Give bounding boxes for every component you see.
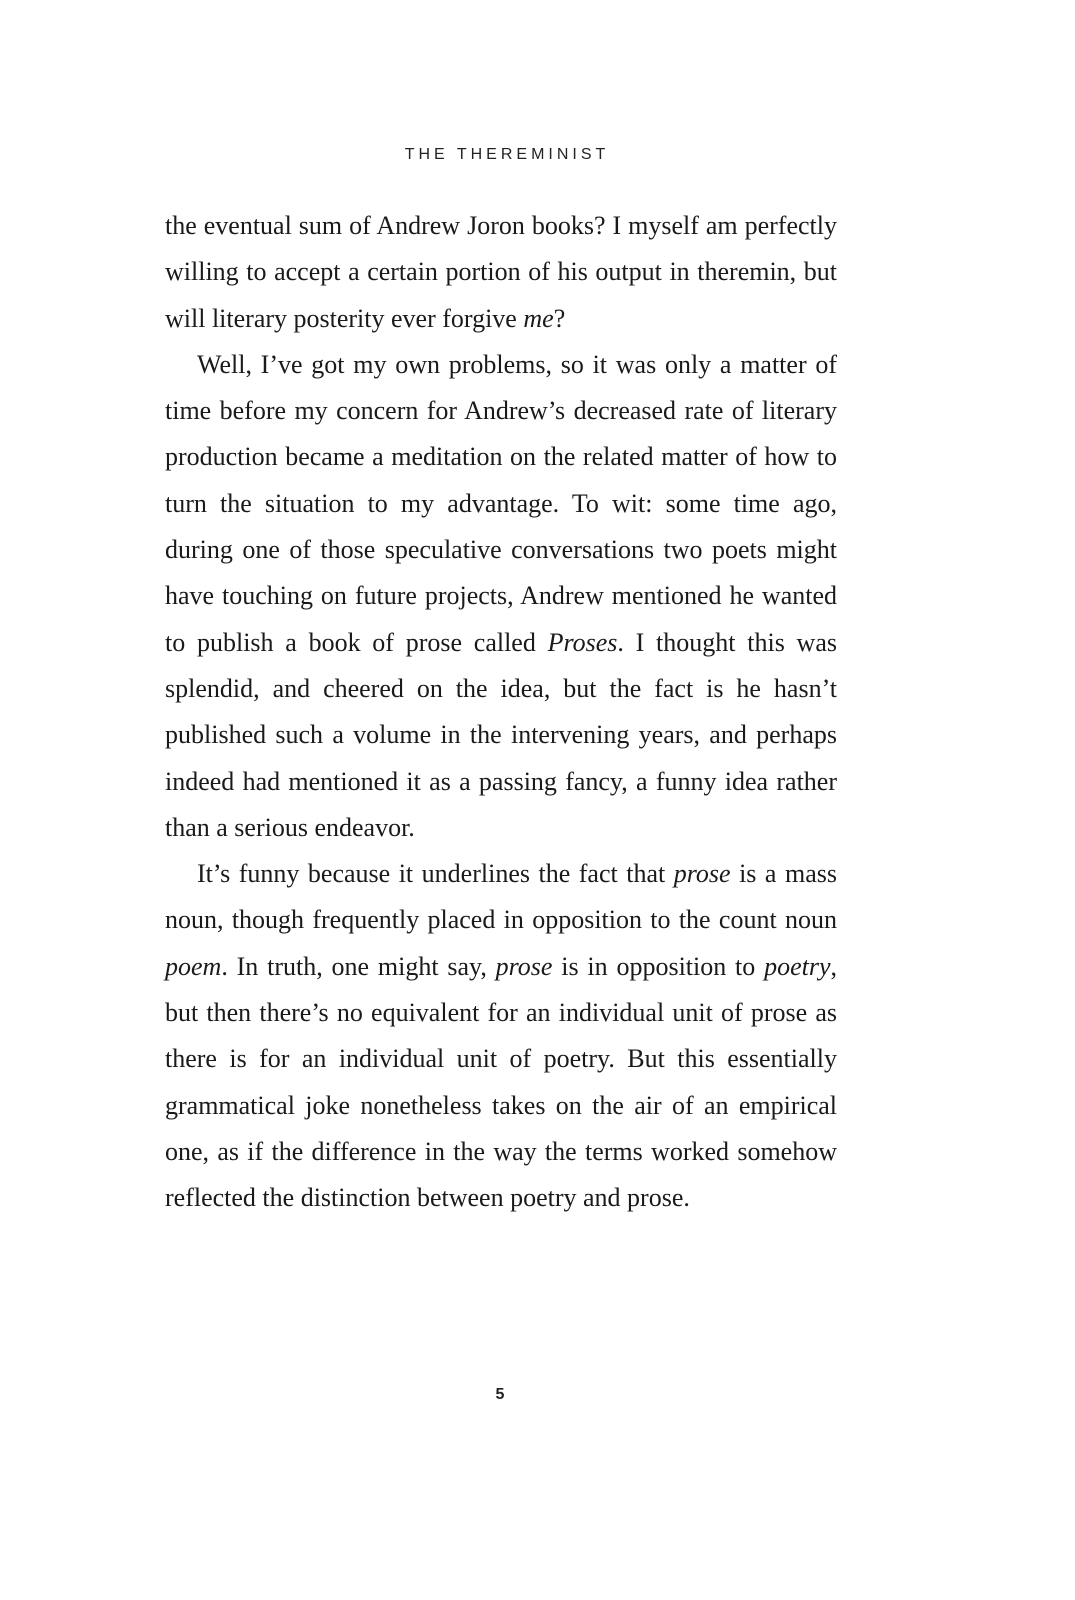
italic-segment: poetry [764, 951, 831, 981]
running-head: THE THEREMINIST [404, 146, 610, 163]
paragraph [165, 342, 837, 851]
italic-segment: poem [165, 951, 222, 981]
text-segment: Well, I’ve got my own problems, so it was only a matter of time before my concern for Andrew’s decreased rate of literary production became a meditation on the related matter of how to turn the situation to my advantage. To wit: some time ago, during one of those speculative conversations two poets might have touching on future projects, Andrew mentioned he wanted to publish a book of prose called [165, 349, 837, 657]
text-segment: . I thought this was splendid, and cheered on the idea, but the fact is he hasn’t published such a volume in the intervening years, and perhaps indeed had mentioned it as a passing fancy, a funny idea rather than a serious endeavor. [165, 627, 837, 842]
text-segment: . In truth, one might say, [221, 951, 496, 981]
italic-segment: prose [673, 859, 731, 889]
paragraph [165, 851, 837, 1221]
italic-segment: Proses [547, 627, 618, 657]
paragraph [165, 203, 837, 342]
italic-segment: prose [495, 951, 553, 981]
text-segment: , but then there’s no equivalent for an individual unit of prose as there is for an individual unit of poetry. But this essentially grammatical joke nonetheless takes on the air of an empirical one, as if the difference in the way the terms worked somehow reflected the distinction between poetry and prose. [165, 951, 838, 1213]
text-segment: is a mass noun, though frequently placed in opposition to the count noun [165, 859, 837, 935]
text-segment: the eventual sum of Andrew Joron books? I myself am perfectly willing to accept a certain portion of his output in theremin, but will literary posterity ever forgive [165, 211, 837, 333]
text-segment: It’s funny because it underlines the fact that [197, 859, 674, 889]
italic-segment: me [523, 303, 554, 333]
body-text [165, 203, 837, 1222]
text-segment: is in opposition to [552, 951, 765, 981]
text-segment: ? [553, 303, 566, 333]
page-number: 5 [495, 1386, 505, 1403]
